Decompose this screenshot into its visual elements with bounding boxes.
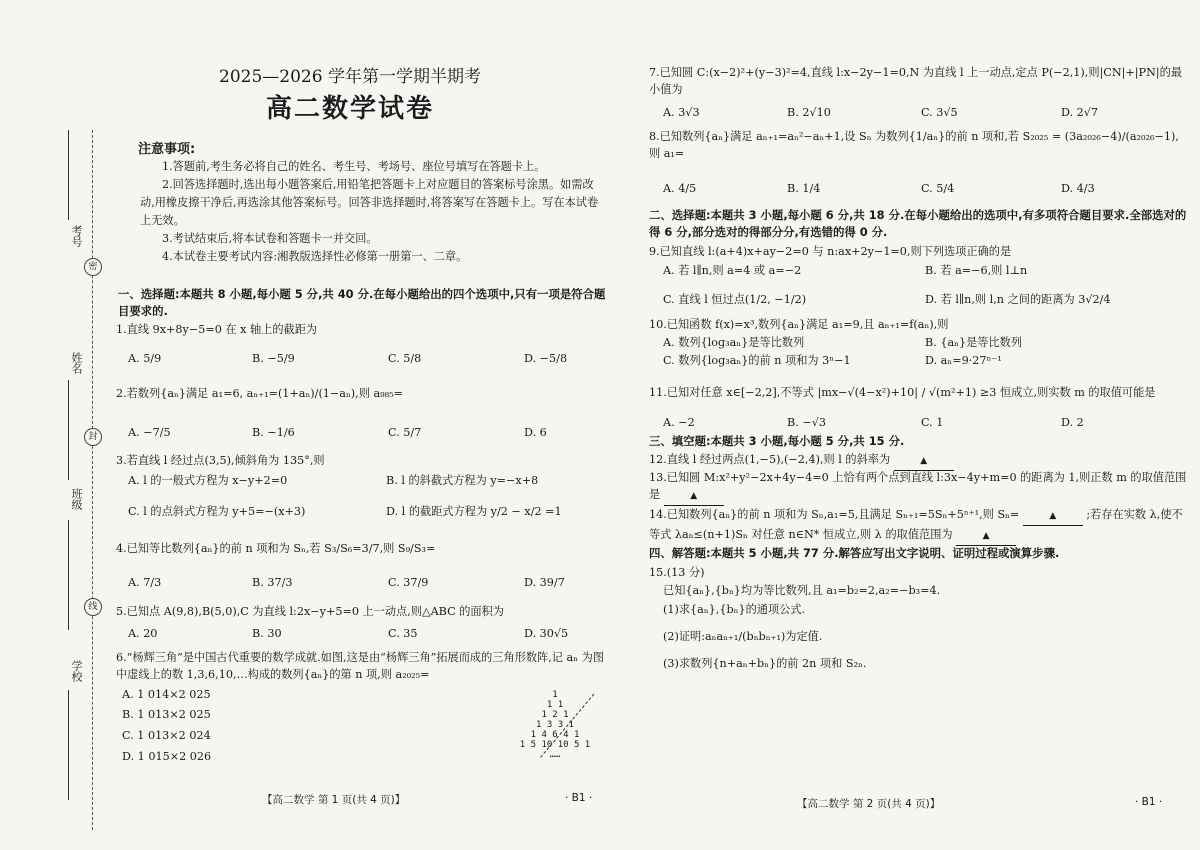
question-9: 9.已知直线 l:(a+4)x+ay−2=0 与 n:ax+2y−1=0,则下列选项正确的是 xyxy=(649,245,1012,258)
triangle-row: 1 xyxy=(552,690,558,700)
question-15-head: 15.(13 分) xyxy=(649,566,705,579)
option-a: A. 5/9 xyxy=(128,352,162,365)
page-2 xyxy=(615,0,1200,850)
binding-strip xyxy=(30,0,100,850)
question-4: 4.已知等比数列{aₙ}的前 n 项和为 Sₙ,若 S₃/S₆=3/7,则 S₉/S₃= xyxy=(116,542,436,555)
option-b: B. −5/9 xyxy=(252,352,295,365)
question-8: 8.已知数列{aₙ}满足 aₙ₊₁=aₙ²−aₙ+1,设 Sₙ 为数列{1/aₙ}的前 n 项和,若 S₂₀₂₅ = (3a₂₀₂₆−4)/(a₂₀₂₆−1),则 a₁= xyxy=(649,130,1179,160)
binding-mark-mi: 密 xyxy=(84,258,102,276)
option-b: B. 30 xyxy=(252,627,282,640)
option-d: D. 6 xyxy=(524,426,547,439)
option-a: A. 3√3 xyxy=(663,106,700,119)
option-d: D. 39/7 xyxy=(524,576,565,589)
question-6-option-c: C. 1 013×2 024 xyxy=(122,729,211,742)
xingming-line xyxy=(68,380,69,480)
option-b: B. 37/3 xyxy=(252,576,293,589)
question-13 xyxy=(649,469,1189,506)
notice-item: 2.回答选择题时,选出每小题答案后,用铅笔把答题卡上对应题目的答案标号涂黑。如需改动,用橡皮擦干净后,再选涂其他答案标号。回答非选择题时,将答案写在答题卡上。写在本试卷上无效。 xyxy=(140,178,599,227)
answer-blank: ▲ xyxy=(1023,508,1083,526)
option-d: D. 4/3 xyxy=(1061,182,1095,195)
label-kaohao: 考号 xyxy=(70,225,83,247)
option-c: C. 5/7 xyxy=(388,426,422,439)
question-14 xyxy=(649,506,1189,546)
label-xingming: 姓名 xyxy=(70,352,83,374)
footer-page-2: 【高二数学 第 2 页(共 4 页)】 xyxy=(797,798,941,810)
triangle-dashed-diagonal xyxy=(510,690,600,760)
question-5: 5.已知点 A(9,8),B(5,0),C 为直线 l:2x−y+5=0 上一动点,则△ABC 的面积为 xyxy=(116,605,504,618)
option-b: B. −1/6 xyxy=(252,426,295,439)
section-4-heading: 四、解答题:本题共 5 小题,共 77 分.解答应写出文字说明、证明过程或演算步骤. xyxy=(649,546,1060,560)
question-2: 2.若数列{aₙ}满足 a₁=6, aₙ₊₁=(1+aₙ)/(1−aₙ),则 a₉₈₅= xyxy=(116,387,403,400)
question-13-stem: 13.已知圆 M:x²+y²−2x+4y−4=0 上恰有两个点到直线 l:3x−4y+m=0 的距离为 1,则正数 m 的取值范围是 xyxy=(649,471,1187,501)
question-14-stem: 14.已知数列{aₙ}的前 n 项和为 Sₙ,a₁=5,且满足 Sₙ₊₁=5Sₙ+5ⁿ⁺¹,则 Sₙ= xyxy=(649,508,1020,521)
notice-body xyxy=(140,158,600,266)
option-d: D. aₙ=9·27ⁿ⁻¹ xyxy=(925,354,1002,367)
section-2-heading: 二、选择题:本题共 3 小题,每小题 6 分,共 18 分.在每小题给出的选项中,有多项符合题目要求.全部选对的得 6 分,部分选对的得部分分,有选错的得 0 分. xyxy=(649,208,1187,239)
exam-title-sub: 高二数学试卷 xyxy=(265,94,434,124)
label-banji: 班级 xyxy=(70,488,83,510)
option-c: C. 37/9 xyxy=(388,576,429,589)
notice-item: 1.答题前,考生务必将自己的姓名、考生号、考场号、座位号填写在答题卡上。 xyxy=(162,160,546,173)
footer-code-1: · B1 · xyxy=(565,792,593,804)
triangle-row: 1 1 xyxy=(546,700,564,710)
section-3-heading: 三、填空题:本题共 3 小题,每小题 5 分,共 15 分. xyxy=(649,434,905,448)
question-7: 7.已知圆 C:(x−2)²+(y−3)²=4,直线 l:x−2y−1=0,N 为直线 l 上一动点,定点 P(−2,1),则|CN|+|PN|的最小值为 xyxy=(649,66,1183,96)
question-10: 10.已知函数 f(x)=x³,数列{aₙ}满足 a₁=9,且 aₙ₊₁=f(aₙ),则 xyxy=(649,318,949,331)
option-b: B. −√3 xyxy=(787,416,826,429)
option-c: C. 1 xyxy=(921,416,944,429)
exam-title-main: 2025—2026 学年第一学期半期考 xyxy=(219,67,481,87)
option-a: A. −7/5 xyxy=(128,426,171,439)
option-c: C. l 的点斜式方程为 y+5=−(x+3) xyxy=(128,505,306,518)
option-a: A. 7/3 xyxy=(128,576,162,589)
option-d: D. 2√7 xyxy=(1061,106,1099,119)
footer-page-1: 【高二数学 第 1 页(共 4 页)】 xyxy=(262,794,406,806)
footer-code-2: · B1 · xyxy=(1135,796,1163,808)
question-15-given: 已知{aₙ},{bₙ}均为等比数列,且 a₁=b₂=2,a₂=−b₃=4. xyxy=(663,584,941,597)
option-a: A. 若 l∥n,则 a=4 或 a=−2 xyxy=(663,264,802,277)
option-d: D. −5/8 xyxy=(524,352,568,365)
option-c: C. 5/4 xyxy=(921,182,955,195)
xuexiao-line xyxy=(68,690,69,800)
option-c: C. 3√5 xyxy=(921,106,958,119)
option-d: D. 2 xyxy=(1061,416,1084,429)
notice-heading: 注意事项: xyxy=(138,142,196,157)
option-b: B. l 的斜截式方程为 y=−x+8 xyxy=(386,474,539,487)
option-a: A. 20 xyxy=(128,627,158,640)
option-a: A. 4/5 xyxy=(663,182,697,195)
answer-blank: ▲ xyxy=(956,528,1016,546)
question-3: 3.若直线 l 经过点(3,5),倾斜角为 135°,则 xyxy=(116,454,325,467)
banji-line xyxy=(68,520,69,630)
triangle-row: 1 5 10 10 5 1 xyxy=(519,740,591,750)
option-d: D. l 的截距式方程为 y/2 − x/2 =1 xyxy=(386,505,562,518)
option-b: B. 1/4 xyxy=(787,182,821,195)
option-a: A. l 的一般式方程为 x−y+2=0 xyxy=(128,474,288,487)
option-b: B. 若 a=−6,则 l⊥n xyxy=(925,264,1028,277)
question-12-stem: 12.直线 l 经过两点(1,−5),(−2,4),则 l 的斜率为 xyxy=(649,453,891,466)
question-15-part-3: (3)求数列{n+aₙ+bₙ}的前 2n 项和 S₂ₙ. xyxy=(663,657,867,670)
question-15-part-2: (2)证明:aₙaₙ₊₁/(bₙbₙ₊₁)为定值. xyxy=(663,630,823,643)
question-6-option-a: A. 1 014×2 025 xyxy=(122,688,211,701)
answer-blank: ▲ xyxy=(664,488,724,506)
binding-mark-xian: 线 xyxy=(84,598,102,616)
option-a: A. 数列{log₃aₙ}是等比数列 xyxy=(663,336,805,349)
section-1-heading: 一、选择题:本题共 8 小题,每小题 5 分,共 40 分.在每小题给出的四个选项中,只有一项是符合题目要求的. xyxy=(118,287,606,318)
option-a: A. −2 xyxy=(663,416,695,429)
question-12 xyxy=(649,451,1189,471)
triangle-row: 1 3 3 1 xyxy=(536,720,574,730)
notice-item: 3.考试结束后,将本试卷和答题卡一并交回。 xyxy=(162,232,378,245)
question-11: 11.已知对任意 x∈[−2,2],不等式 |mx−√(4−x²)+10| / √(m²+1) ≥3 恒成立,则实数 m 的取值可能是 xyxy=(649,386,1156,399)
question-15-part-1: (1)求{aₙ},{bₙ}的通项公式. xyxy=(663,603,806,616)
option-d: D. 若 l∥n,则 l,n 之间的距离为 3√2/4 xyxy=(925,293,1111,306)
triangle-row: 1 2 1 xyxy=(541,710,569,720)
notice-item: 4.本试卷主要考试内容:湘教版选择性必修第一册第一、二章。 xyxy=(162,250,468,263)
question-6-option-d: D. 1 015×2 026 xyxy=(122,750,212,763)
option-d: D. 30√5 xyxy=(524,627,569,640)
label-xuexiao: 学校 xyxy=(70,660,83,682)
question-6-option-b: B. 1 013×2 025 xyxy=(122,708,211,721)
answer-blank: ▲ xyxy=(894,453,954,471)
question-6: 6.“杨辉三角”是中国古代重要的数学成就.如图,这是由“杨辉三角”拓展而成的三角形数阵,记 aₙ 为图中虚线上的数 1,3,6,10,…构成的数列{aₙ}的第 n 项,则 a₂₀₂₅= xyxy=(116,651,604,681)
triangle-row: …… xyxy=(549,750,561,760)
question-1: 1.直线 9x+8y−5=0 在 x 轴上的截距为 xyxy=(116,323,318,336)
binding-mark-feng: 封 xyxy=(84,428,102,446)
option-c: C. 数列{log₃aₙ}的前 n 项和为 3ⁿ−1 xyxy=(663,354,851,367)
option-c: C. 直线 l 恒过点(1/2, −1/2) xyxy=(663,293,807,306)
option-c: C. 35 xyxy=(388,627,418,640)
binding-dashed-line xyxy=(92,130,93,830)
kaohao-line xyxy=(68,130,69,220)
triangle-row: 1 4 6 4 1 xyxy=(530,730,580,740)
option-b: B. {aₙ}是等比数列 xyxy=(925,336,1023,349)
option-b: B. 2√10 xyxy=(787,106,831,119)
option-c: C. 5/8 xyxy=(388,352,422,365)
question-14-stem-b: ;若存在实数 λ,使不等式 λaₙ≤(n+1)Sₙ 对任意 n∈N* 恒成立,则 λ 的取值范围为 xyxy=(649,508,1183,541)
